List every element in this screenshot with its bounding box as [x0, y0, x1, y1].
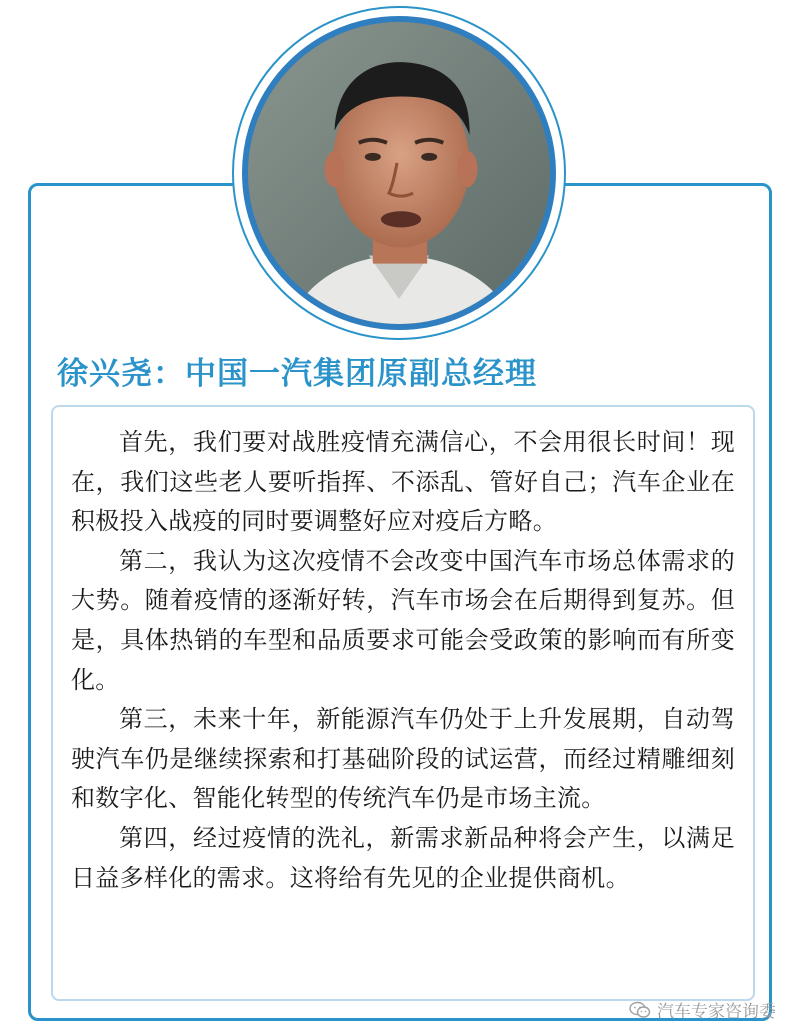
portrait-photo [242, 16, 556, 330]
quote-paragraph-3: 第三，未来十年，新能源汽车仍处于上升发展期，自动驾驶汽车仍是继续探索和打基础阶段的试运营，而经过精雕细刻和数字化、智能化转型的传统汽车仍是市场主流。 [71, 705, 735, 813]
quote-paragraph-2: 第二，我认为这次疫情不会改变中国汽车市场总体需求的大势。随着疫情的逐渐好转，汽车市场会在后期得到复苏。但是，具体热销的车型和品质要求可能会受政策的影响而有所变化。 [71, 546, 735, 694]
quote-paragraph-4: 第四，经过疫情的洗礼，新需求新品种将会产生，以满足日益多样化的需求。这将给有先见的企业提供商机。 [71, 823, 735, 892]
wechat-icon [629, 1001, 651, 1019]
quote-box [51, 405, 755, 1001]
watermark [629, 997, 776, 1022]
watermark-text: 汽车专家咨询委 [657, 1002, 776, 1022]
quote-paragraph-1: 首先，我们要对战胜疫情充满信心，不会用很长时间！现在，我们这些老人要听指挥、不添乱、管好自己；汽车企业在积极投入战疫的同时要调整好应对疫后方略。 [71, 428, 735, 536]
speaker-title: 徐兴尧：中国一汽集团原副总经理 [57, 356, 537, 392]
